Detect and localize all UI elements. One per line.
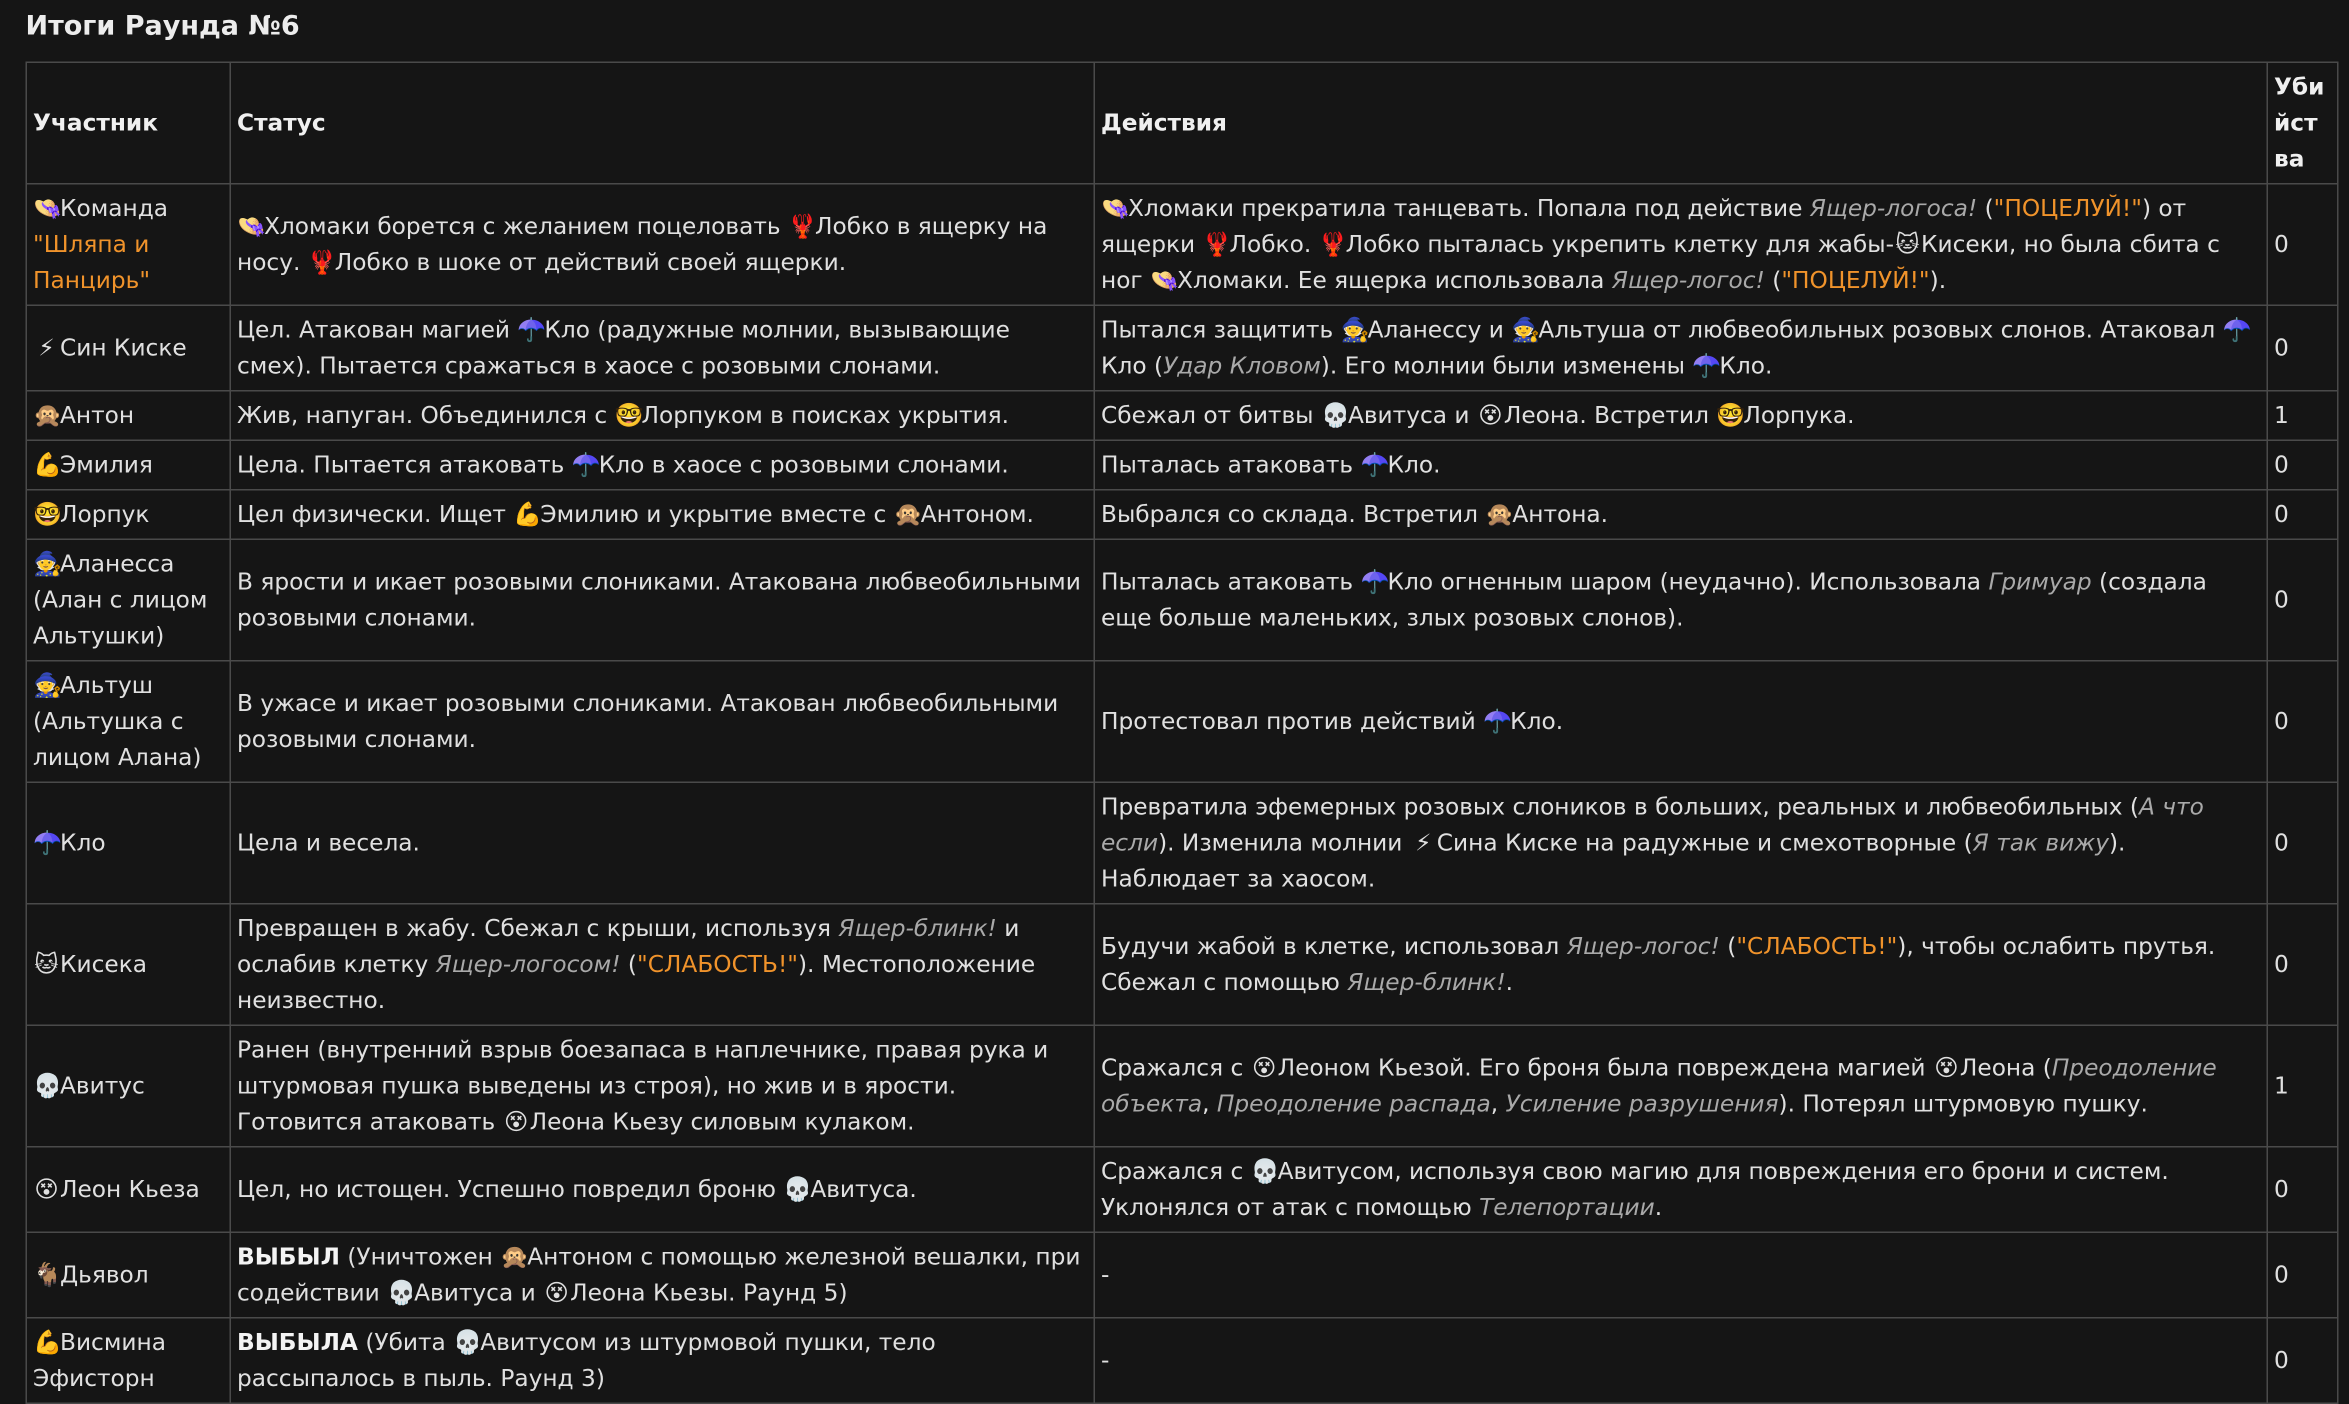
ability-name: А что если: [1101, 794, 2204, 857]
ability-name: Ящер-блинк!: [838, 915, 996, 942]
skull-icon: 💀: [453, 1325, 480, 1361]
umbrella-icon: ☂️: [572, 447, 599, 483]
text-segment: ). Изменила молнии: [1158, 830, 1410, 857]
header-actions: Действия: [1094, 62, 2267, 184]
text-segment: Леона. Встретил: [1504, 402, 1717, 429]
text-segment: (: [1977, 195, 1993, 222]
text-segment: -: [1101, 1262, 1109, 1289]
text-segment: В ярости и икает розовыми слониками. Атакована любвеобильными розовыми слонами.: [237, 569, 1081, 632]
dizzy-face-icon: 😵: [1251, 1050, 1278, 1086]
kills-cell: 0: [2267, 539, 2338, 661]
muscle-icon: 💪: [33, 447, 60, 483]
skull-icon: 💀: [33, 1068, 60, 1104]
mage-icon: 🧙: [1341, 312, 1368, 348]
text-segment: Кло в хаосе с розовыми слонами.: [599, 452, 1009, 479]
participant-name: Авитус: [60, 1073, 145, 1100]
status-cell: [230, 661, 1094, 783]
text-segment: ,: [1491, 1091, 1506, 1118]
text-segment: (Уничтожен: [340, 1244, 500, 1271]
status-cell: [230, 1318, 1094, 1404]
actions-cell: [1094, 1232, 2267, 1318]
actions-cell: [1094, 1025, 2267, 1147]
participant-name: Кло: [60, 830, 106, 857]
nerd-icon: 🤓: [33, 497, 60, 533]
text-segment: ). Его молнии были изменены: [1321, 353, 1693, 380]
kills-cell: 0: [2267, 1147, 2338, 1233]
table-row: [26, 391, 2338, 441]
table-header-row: [26, 62, 2338, 184]
cat-icon: 🐱: [1894, 227, 1921, 263]
monkey-icon: 🙊: [1485, 497, 1512, 533]
text-segment: Хломаки борется с желанием поцеловать: [264, 213, 788, 240]
text-segment: Пыталась атаковать: [1101, 569, 1361, 596]
kills-cell: 1: [2267, 391, 2338, 441]
status-cell: [230, 391, 1094, 441]
text-segment: Авитуса и: [1348, 402, 1477, 429]
text-segment: Антоном с помощью железной вешалки, при содействии: [237, 1244, 1080, 1307]
text-segment: Антона.: [1512, 501, 1608, 528]
team-name: "Шляпа и Панцирь": [33, 231, 150, 294]
text-segment: Леона (: [1960, 1055, 2052, 1082]
text-segment: -: [1101, 1347, 1109, 1374]
status-cell: [230, 1147, 1094, 1233]
participant-name: Антон: [60, 402, 134, 429]
participant-name: Альтуш (Альтушка с лицом Алана): [33, 672, 201, 771]
table-row: [26, 782, 2338, 904]
text-segment: Кло.: [1388, 452, 1441, 479]
umbrella-icon: ☂️: [1361, 447, 1388, 483]
participant-name: Висмина Эфисторн: [33, 1329, 166, 1392]
umbrella-icon: ☂️: [1483, 704, 1510, 740]
muscle-icon: 💪: [33, 1325, 60, 1361]
text-segment: Эмилию и укрытие вместе с: [540, 501, 893, 528]
nerd-icon: 🤓: [1716, 398, 1743, 434]
table-row: [26, 184, 2338, 306]
status-cell: [230, 539, 1094, 661]
table-row: [26, 1025, 2338, 1147]
lobster-icon: 🦞: [308, 245, 335, 281]
text-segment: Аланессу и: [1368, 317, 1512, 344]
text-segment: Цела и весела.: [237, 830, 420, 857]
text-segment: Кло (радужные молнии, вызывающие смех). Пытается сражаться в хаосе с розовыми слонами.: [237, 317, 1010, 380]
table-row: [26, 904, 2338, 1026]
ability-name: Преодоление объекта: [1101, 1055, 2217, 1118]
actions-cell: [1094, 661, 2267, 783]
participant-name: Кисека: [60, 951, 147, 978]
text-segment: Антоном.: [921, 501, 1034, 528]
text-segment: Кло (: [1101, 353, 1163, 380]
status-cell: [230, 305, 1094, 391]
eliminated-label: ВЫБЫЛ: [237, 1244, 340, 1271]
participant-cell: [26, 440, 230, 490]
participant-name: Дьявол: [60, 1262, 149, 1289]
text-segment: Сина Киске на радужные и смехотворные (: [1437, 830, 1973, 857]
nerd-icon: 🤓: [615, 398, 642, 434]
ability-name: Ящер-блинк!: [1347, 969, 1505, 996]
participant-cell: [26, 490, 230, 540]
hat-icon: 👒: [1150, 263, 1177, 299]
kills-cell: 0: [2267, 661, 2338, 783]
participant-cell: [26, 391, 230, 441]
mage-icon: 🧙: [33, 668, 60, 704]
text-segment: В ужасе и икает розовыми слониками. Атакован любвеобильными розовыми слонами.: [237, 690, 1058, 753]
goat-icon: 🐐: [33, 1257, 60, 1293]
text-segment: ) от ящерки: [1101, 195, 2186, 258]
lobster-icon: 🦞: [1203, 227, 1230, 263]
lightning-icon: ⚡: [1410, 825, 1437, 861]
umbrella-icon: ☂️: [1692, 348, 1719, 384]
text-segment: Лобко в ящерку на носу.: [237, 213, 1047, 276]
participant-name: Леон Кьеза: [60, 1176, 200, 1203]
lobster-icon: 🦞: [1319, 227, 1346, 263]
status-cell: [230, 184, 1094, 306]
cat-icon: 🐱: [33, 947, 60, 983]
text-segment: ), чтобы ослабить прутья. Сбежал с помощью: [1101, 933, 2215, 996]
actions-cell: [1094, 305, 2267, 391]
text-segment: Цел. Атакован магией: [237, 317, 517, 344]
text-segment: (Убита: [358, 1329, 453, 1356]
eliminated-label: ВЫБЫЛА: [237, 1329, 358, 1356]
text-segment: (: [621, 951, 637, 978]
participant-name: Команда: [60, 195, 168, 222]
participant-name: Эмилия: [60, 452, 153, 479]
text-segment: Сражался с: [1101, 1158, 1251, 1185]
participant-name: Лорпук: [60, 501, 149, 528]
participant-cell: [26, 1147, 230, 1233]
ability-name: Телепортации: [1479, 1194, 1655, 1221]
text-segment: (: [1720, 933, 1736, 960]
status-cell: [230, 1025, 1094, 1147]
text-segment: Цел физически. Ищет: [237, 501, 513, 528]
text-segment: Кло.: [1510, 708, 1563, 735]
actions-cell: [1094, 490, 2267, 540]
quoted-word: "СЛАБОСТЬ!": [637, 951, 798, 978]
table-row: [26, 1318, 2338, 1404]
actions-cell: [1094, 440, 2267, 490]
dizzy-face-icon: 😵: [33, 1172, 60, 1208]
participant-name: Син Киске: [60, 335, 187, 362]
status-cell: [230, 782, 1094, 904]
actions-cell: [1094, 1318, 2267, 1404]
lightning-icon: ⚡: [33, 330, 60, 366]
status-cell: [230, 904, 1094, 1026]
table-row: [26, 440, 2338, 490]
text-segment: Ранен (внутренний взрыв боезапаса в наплечнике, правая рука и штурмовая пушка выведены из строя), но жив и в ярости. Готовится атаковать: [237, 1037, 1048, 1136]
ability-name: Гримуар: [1988, 569, 2091, 596]
text-segment: Цела. Пытается атаковать: [237, 452, 572, 479]
mage-icon: 🧙: [1511, 312, 1538, 348]
ability-name: Усиление разрушения: [1506, 1091, 1779, 1118]
status-cell: [230, 490, 1094, 540]
text-segment: ).: [1930, 267, 1946, 294]
monkey-icon: 🙊: [33, 398, 60, 434]
actions-cell: [1094, 1147, 2267, 1233]
text-segment: (создала еще больше маленьких, злых розовых слонов).: [1101, 569, 2207, 632]
text-segment: Протестовал против действий: [1101, 708, 1483, 735]
text-segment: (: [1765, 267, 1781, 294]
participant-name: Аланесса (Алан с лицом Альтушки): [33, 551, 207, 650]
text-segment: Хломаки прекратила танцевать. Попала под действие: [1128, 195, 1810, 222]
text-segment: Лорпуком в поисках укрытия.: [642, 402, 1009, 429]
text-segment: Выбрался со склада. Встретил: [1101, 501, 1485, 528]
results-table: [26, 62, 2339, 1404]
dizzy-face-icon: 😵: [1933, 1050, 1960, 1086]
header-kills: [2267, 62, 2338, 184]
text-segment: Жив, напуган. Объединился с: [237, 402, 615, 429]
ability-name: Я так вижу: [1973, 830, 2109, 857]
text-segment: Превратила эфемерных розовых слоников в больших, реальных и любвеобильных (: [1101, 794, 2139, 821]
umbrella-icon: ☂️: [517, 312, 544, 348]
umbrella-icon: ☂️: [2223, 312, 2250, 348]
hat-icon: 👒: [1101, 191, 1128, 227]
monkey-icon: 🙊: [894, 497, 921, 533]
kills-cell: 0: [2267, 782, 2338, 904]
text-segment: Сбежал от битвы: [1101, 402, 1321, 429]
dizzy-face-icon: 😵: [543, 1275, 570, 1311]
actions-cell: [1094, 184, 2267, 306]
text-segment: Леона Кьезу силовым кулаком.: [530, 1109, 915, 1136]
skull-icon: 💀: [783, 1172, 810, 1208]
kills-cell: 0: [2267, 904, 2338, 1026]
ability-name: Удар Кловом: [1163, 353, 1321, 380]
text-segment: ). Потерял штурмовую пушку.: [1779, 1091, 2148, 1118]
actions-cell: [1094, 782, 2267, 904]
header-participant: Участник: [26, 62, 230, 184]
hat-icon: 👒: [237, 209, 264, 245]
text-segment: Пытался защитить: [1101, 317, 1341, 344]
umbrella-icon: ☂️: [1361, 564, 1388, 600]
dizzy-face-icon: 😵: [503, 1104, 530, 1140]
ability-name: Ящер-логосом!: [436, 951, 621, 978]
text-segment: .: [1506, 969, 1513, 996]
status-cell: [230, 1232, 1094, 1318]
quoted-word: "СЛАБОСТЬ!": [1736, 933, 1897, 960]
participant-cell: [26, 184, 230, 306]
text-segment: Леоном Кьезой. Его броня была повреждена магией: [1278, 1055, 1933, 1082]
table-row: [26, 305, 2338, 391]
participant-cell: [26, 904, 230, 1026]
text-segment: .: [1655, 1194, 1662, 1221]
text-segment: Авитуса.: [810, 1176, 916, 1203]
skull-icon: 💀: [1251, 1154, 1278, 1190]
text-segment: Пыталась атаковать: [1101, 452, 1361, 479]
status-cell: [230, 440, 1094, 490]
participant-cell: [26, 1318, 230, 1404]
actions-cell: [1094, 904, 2267, 1026]
header-status: Статус: [230, 62, 1094, 184]
kills-cell: 0: [2267, 440, 2338, 490]
text-segment: Авитусом, используя свою магию для повреждения его брони и систем. Уклонялся от атак с помощью: [1101, 1158, 2169, 1221]
kills-cell: 0: [2267, 184, 2338, 306]
kills-cell: 0: [2267, 490, 2338, 540]
text-segment: Авитуса и: [414, 1280, 543, 1307]
participant-cell: [26, 305, 230, 391]
participant-cell: [26, 539, 230, 661]
quoted-word: "ПОЦЕЛУЙ!": [1994, 195, 2142, 222]
header-kills-text: Убийства: [2274, 69, 2325, 177]
actions-cell: [1094, 391, 2267, 441]
table-row: [26, 1232, 2338, 1318]
participant-cell: [26, 1232, 230, 1318]
text-segment: Лобко в шоке от действий своей ящерки.: [335, 249, 846, 276]
kills-cell: 0: [2267, 305, 2338, 391]
participant-cell: [26, 782, 230, 904]
text-segment: Превращен в жабу. Сбежал с крыши, используя: [237, 915, 838, 942]
ability-name: Преодоление распада: [1217, 1091, 1491, 1118]
text-segment: Леона Кьезы. Раунд 5): [570, 1280, 847, 1307]
text-segment: Альтуша от любвеобильных розовых слонов. Атаковал: [1538, 317, 2222, 344]
text-segment: ). Местоположение неизвестно.: [237, 951, 1035, 1014]
text-segment: Сражался с: [1101, 1055, 1251, 1082]
text-segment: ,: [1202, 1091, 1217, 1118]
text-segment: Лобко пыталась укрепить клетку для жабы-: [1346, 231, 1894, 258]
page-title: Итоги Раунда №6: [26, 11, 300, 43]
hat-icon: 👒: [33, 191, 60, 227]
dizzy-face-icon: 😵: [1477, 398, 1504, 434]
lobster-icon: 🦞: [788, 209, 815, 245]
participant-cell: [26, 1025, 230, 1147]
text-segment: Кло.: [1719, 353, 1772, 380]
text-segment: и ослабив клетку: [237, 915, 1019, 978]
table-row: [26, 490, 2338, 540]
text-segment: Хломаки. Ее ящерка использовала: [1177, 267, 1612, 294]
text-segment: Кисеки, но была сбита с ног: [1101, 231, 2220, 294]
ability-name: Ящер-логос!: [1612, 267, 1765, 294]
text-segment: Кло огненным шаром (неудачно). Использовала: [1388, 569, 1989, 596]
umbrella-icon: ☂️: [33, 825, 60, 861]
muscle-icon: 💪: [513, 497, 540, 533]
participant-cell: [26, 661, 230, 783]
text-segment: ). Наблюдает за хаосом.: [1101, 830, 2125, 893]
ability-name: Ящер-логоса!: [1810, 195, 1977, 222]
table-row: [26, 661, 2338, 783]
kills-cell: 1: [2267, 1025, 2338, 1147]
text-segment: Лорпука.: [1743, 402, 1854, 429]
table-body: [26, 184, 2338, 1404]
table-row: [26, 1147, 2338, 1233]
kills-cell: 0: [2267, 1232, 2338, 1318]
table-row: [26, 539, 2338, 661]
skull-icon: 💀: [1321, 398, 1348, 434]
ability-name: Ящер-логос!: [1567, 933, 1720, 960]
skull-icon: 💀: [387, 1275, 414, 1311]
text-segment: Цел, но истощен. Успешно повредил броню: [237, 1176, 783, 1203]
monkey-icon: 🙊: [500, 1239, 527, 1275]
text-segment: Авитусом из штурмовой пушки, тело рассыпалось в пыль. Раунд 3): [237, 1329, 936, 1392]
mage-icon: 🧙: [33, 546, 60, 582]
kills-cell: 0: [2267, 1318, 2338, 1404]
quoted-word: "ПОЦЕЛУЙ!": [1781, 267, 1929, 294]
actions-cell: [1094, 539, 2267, 661]
text-segment: Лобко.: [1230, 231, 1319, 258]
text-segment: Будучи жабой в клетке, использовал: [1101, 933, 1567, 960]
